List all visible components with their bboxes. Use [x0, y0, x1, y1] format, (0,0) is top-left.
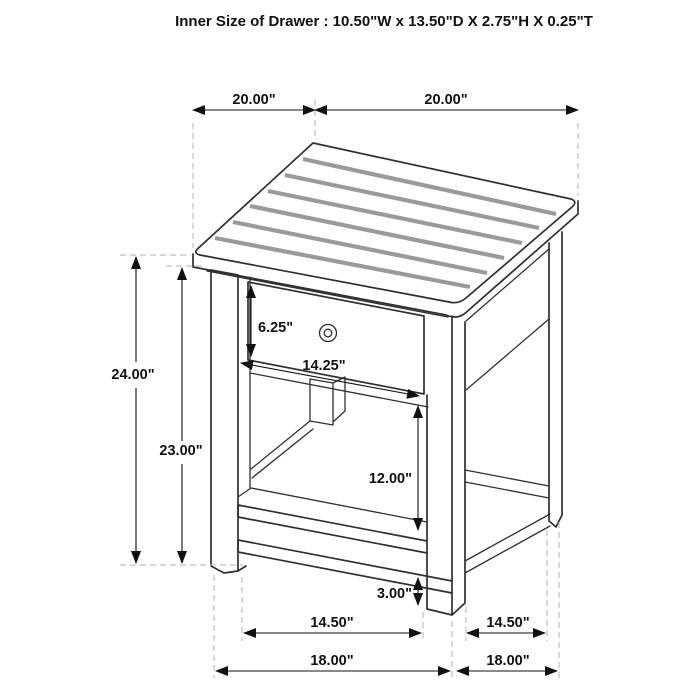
dim-overall-height [111, 255, 243, 565]
end-table-drawing [193, 143, 578, 615]
dim-label: 24.00" [111, 367, 155, 383]
side-apron-bottom-edge [466, 319, 549, 390]
leg-outline [549, 232, 562, 527]
dim-shelf-clearance [369, 406, 418, 530]
dim-label: 18.00" [310, 653, 354, 669]
drawing-title: Inner Size of Drawer : 10.50"W x 13.50"D X 2.75"H X 0.25"T [175, 13, 593, 30]
front-left-leg [211, 270, 251, 573]
dim-label: 3.00" [376, 586, 412, 602]
dim-under-top-height [159, 266, 206, 563]
side-apron-top-edge [466, 249, 549, 321]
left-side-stretcher [251, 421, 313, 478]
frame-stile [238, 277, 251, 497]
drawer-knob-icon [320, 325, 337, 342]
dim-label: 14.25" [302, 358, 346, 374]
dim-label: 20.00" [232, 92, 276, 108]
side-bottom-stretcher [465, 514, 550, 573]
leg-outline [211, 270, 246, 573]
dim-front-outer-span [216, 653, 450, 671]
dim-label: 23.00" [159, 443, 203, 459]
drawer [248, 282, 428, 407]
dim-label: 18.00" [486, 653, 530, 669]
dim-side-outer-span [457, 653, 557, 671]
front-right-leg [427, 316, 465, 615]
shelf-right-band [465, 470, 549, 498]
dim-label: 14.50" [310, 615, 354, 631]
dim-label: 14.50" [486, 615, 530, 631]
dim-front-inner-span [244, 615, 421, 633]
dim-label: 6.25" [258, 320, 294, 336]
shelf-back-edge [251, 488, 427, 522]
dim-drawer-height [251, 286, 293, 356]
dim-label: 20.00" [424, 92, 468, 108]
dim-side-inner-span [467, 615, 545, 633]
leg-outline [427, 316, 465, 615]
back-right-leg [549, 232, 562, 527]
back-left-leg [251, 377, 345, 478]
front-bottom-stretcher [238, 540, 452, 593]
dim-top-width-right [315, 92, 578, 196]
back-post-outline [310, 377, 345, 425]
dim-label: 12.00" [368, 471, 412, 487]
